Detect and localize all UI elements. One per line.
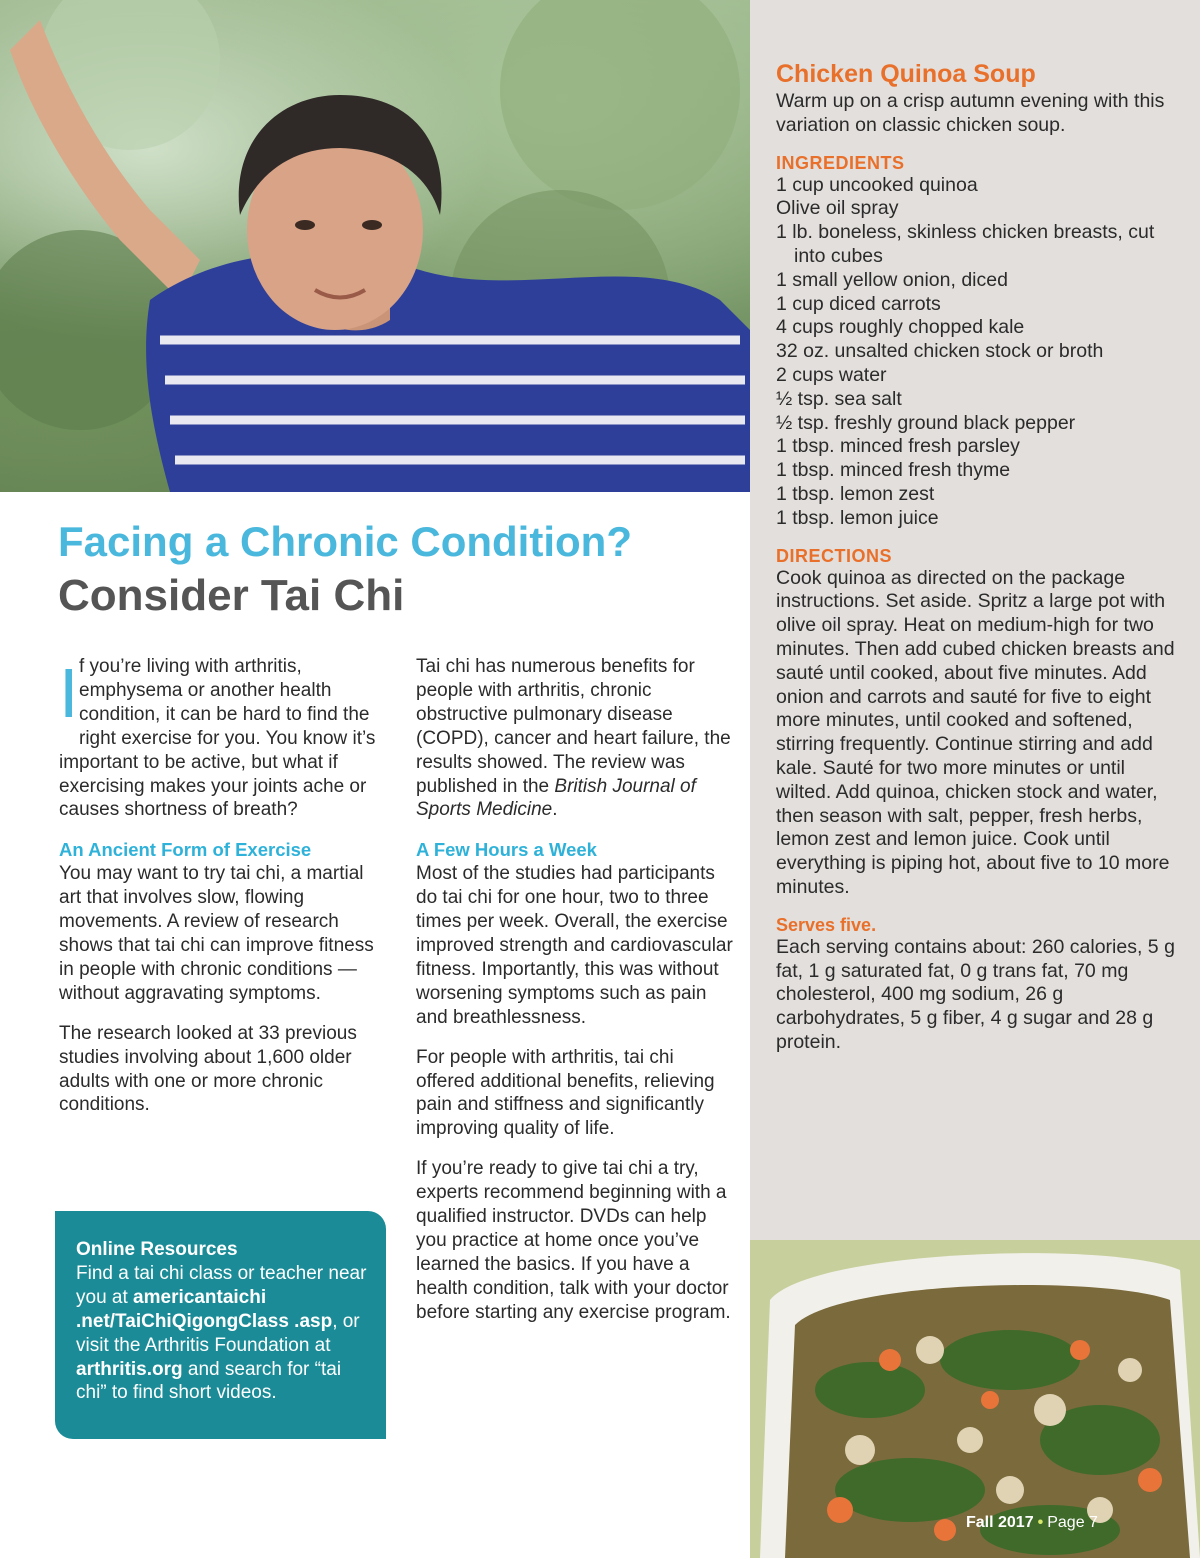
arthritis-org-link[interactable]: arthritis.org	[76, 1358, 183, 1380]
nutrition-text: Each serving contains about: 260 calories, 5 g fat, 1 g saturated fat, 0 g trans fat, 70 mg cholesterol, 400 mg sodium, 26 g carbohydrates, 5 g fiber, 4 g sugar and 28 g protein.	[776, 935, 1175, 1053]
recipe	[776, 58, 1176, 1055]
intro-text: f you’re living with arthritis, emphysema or another health condition, it can be hard to find the right exercise for you. You know it’s important to be active, but what if exercising makes your joints ache or causes shortness of breath?	[59, 656, 376, 821]
tai-chi-photo	[0, 0, 750, 492]
ingredient-item: ½ tsp. freshly ground black pepper	[776, 411, 1076, 434]
headline-line1: Facing a Chronic Condition?	[58, 518, 632, 565]
intro-paragraph	[59, 655, 379, 822]
ingredient-item: 1 tbsp. lemon zest	[776, 482, 935, 505]
headline-line2: Consider Tai Chi	[58, 571, 405, 620]
ingredients-heading: INGREDIENTS	[776, 152, 905, 173]
ingredient-item: ½ tsp. sea salt	[776, 387, 902, 410]
online-resources-content	[76, 1238, 376, 1405]
subheading-ancient-form: An Ancient Form of Exercise	[59, 839, 312, 861]
paragraph-benefits	[416, 655, 736, 822]
ingredient-item: 1 small yellow onion, diced	[776, 268, 1008, 291]
soup-photo-illustration	[750, 1240, 1200, 1558]
paragraph-studies: Most of the studies had participants do tai chi for one hour, two to three times per week. Overall, the exercise improved strength and cardiovascular fitness. Importantly, this was without worsening symptoms such as pain and breathlessness.	[416, 863, 733, 1028]
ingredient-item: 32 oz. unsalted chicken stock or broth	[776, 340, 1104, 363]
tai-chi-photo-illustration	[0, 0, 750, 492]
soup-photo	[750, 1240, 1200, 1558]
page-footer	[966, 1514, 1098, 1532]
ingredient-item: 1 cup diced carrots	[776, 292, 941, 315]
benefits-end: .	[552, 799, 558, 821]
online-resources-text	[76, 1262, 376, 1405]
subheading-few-hours: A Few Hours a Week	[416, 839, 597, 861]
resources-text-2: , or visit the Arthritis Foundation at	[76, 1310, 360, 1356]
headline	[58, 516, 738, 624]
recipe-intro: Warm up on a crisp autumn evening with this variation on classic chicken soup.	[776, 90, 1165, 136]
footer-bullet: •	[1037, 1514, 1044, 1531]
directions-text: Cook quinoa as directed on the package instructions. Set aside. Spritz a large pot with olive oil spray. Heat on medium-high for two minutes. Then add cubed chicken breasts and sauté until cooked, about five minutes. Add onion and carrots and sauté for five to eight more minutes, until cooked and softened, stirring frequently. Continue stirring and add kale. Sauté for two more minutes or until wilted. Add quinoa, chicken stock and water, then season with salt, pepper, fresh herbs, lemon zest and lemon juice. Cook until everything is piping hot, about five to 10 more minutes.	[776, 566, 1175, 898]
ingredient-item: 1 lb. boneless, skinless chicken breasts, cut into cubes	[776, 221, 1155, 267]
ingredient-item: 2 cups water	[776, 363, 887, 386]
resources-text-1: Find a tai chi class or teacher near you at	[76, 1262, 367, 1308]
article-column-left	[59, 655, 379, 1133]
americantaichi-link[interactable]: americantaichi .net/TaiChiQigongClass .asp	[76, 1286, 333, 1332]
resources-text-3: and search for “tai chi” to find short videos.	[76, 1358, 342, 1404]
online-resources-box	[55, 1211, 386, 1439]
ingredients-list	[776, 174, 1176, 531]
online-resources-title: Online Resources	[76, 1239, 238, 1260]
ingredient-item: 1 cup uncooked quinoa	[776, 173, 978, 196]
issue-label: Fall 2017	[966, 1514, 1034, 1531]
article-column-middle	[416, 655, 736, 1341]
paragraph-research: The research looked at 33 previous studies involving about 1,600 older adults with one or more chronic conditions.	[59, 1022, 357, 1116]
serves-heading: Serves five.	[776, 914, 877, 935]
ingredient-item: Olive oil spray	[776, 197, 899, 220]
paragraph-tai-chi-review: You may want to try tai chi, a martial art that involves slow, flowing movements. A review of research shows that tai chi can improve fitness in people with chronic conditions — without aggravating symptoms.	[59, 863, 374, 1004]
paragraph-arthritis-benefits: For people with arthritis, tai chi offered additional benefits, relieving pain and stiffness and significantly improving quality of life.	[416, 1046, 715, 1140]
ingredient-item: 1 tbsp. minced fresh thyme	[776, 459, 1011, 482]
ingredient-item: 4 cups roughly chopped kale	[776, 316, 1025, 339]
paragraph-get-started: If you’re ready to give tai chi a try, experts recommend beginning with a qualified instructor. DVDs can help you practice at home once you’ve learned the basics. If you have a health condition, talk with your doctor before starting any exercise program.	[416, 1158, 731, 1323]
ingredient-item: 1 tbsp. lemon juice	[776, 506, 939, 529]
recipe-title: Chicken Quinoa Soup	[776, 60, 1036, 88]
ingredient-item: 1 tbsp. minced fresh parsley	[776, 435, 1020, 458]
drop-cap: I	[59, 654, 79, 732]
directions-heading: DIRECTIONS	[776, 545, 893, 566]
benefits-text: Tai chi has numerous benefits for people with arthritis, chronic obstructive pulmonary disease (COPD), cancer and heart failure, the results showed. The review was published in the	[416, 656, 731, 797]
page-number: Page 7	[1047, 1514, 1098, 1531]
journal-name: British Journal of Sports Medicine	[416, 775, 696, 821]
